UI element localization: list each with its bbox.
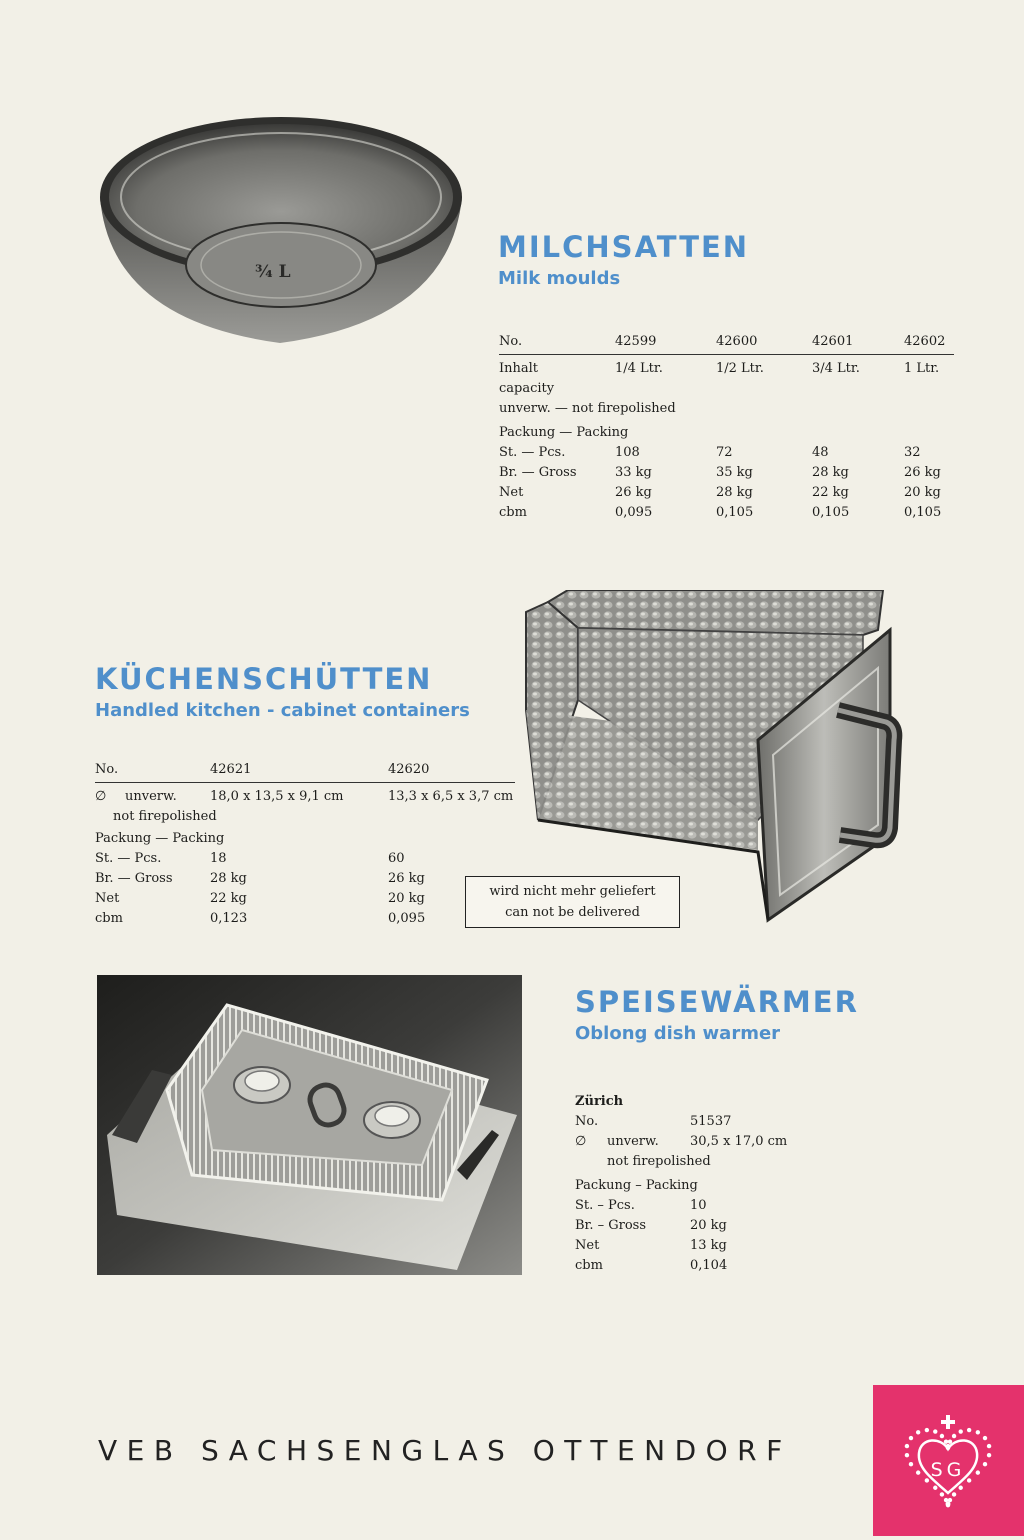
row-label: Net	[95, 891, 120, 906]
logo-dot	[905, 1453, 909, 1457]
spec-row-number	[575, 1114, 835, 1134]
article-number: 42601	[812, 334, 904, 355]
dimension-value: 13,3 x 6,5 x 3,7 cm	[388, 789, 514, 804]
company-name: VEB SACHSENGLAS OTTENDORF	[98, 1434, 792, 1467]
logo-dot	[959, 1429, 963, 1433]
logo-dot	[959, 1486, 963, 1490]
row-value: 22 kg	[210, 891, 247, 906]
capacity-value: 1/2 Ltr.	[716, 361, 764, 376]
row-label: St. — Pcs.	[95, 851, 162, 866]
no-label: No.	[499, 334, 615, 355]
logo-dot	[925, 1478, 929, 1482]
spec-row-number	[95, 762, 515, 783]
logo-dot	[952, 1434, 956, 1438]
row-value: 35 kg	[716, 465, 753, 480]
article-number: 42600	[716, 334, 812, 355]
spec-row	[575, 1258, 835, 1278]
logo-dot	[944, 1498, 948, 1502]
row-value: 0,095	[388, 911, 426, 926]
dimension-value: 30,5 x 17,0 cm	[690, 1134, 788, 1149]
diameter-symbol: ∅	[575, 1134, 587, 1149]
row-value: 32	[904, 445, 921, 460]
capacity-label: capacity	[499, 381, 555, 396]
logo-dot	[967, 1478, 971, 1482]
row-value: 0,105	[812, 505, 850, 520]
discontinued-notice	[465, 876, 680, 928]
logo-dot	[933, 1429, 937, 1433]
logo-text: SG	[930, 1459, 966, 1481]
spec-row	[499, 485, 954, 505]
row-value: 28 kg	[210, 871, 247, 886]
row-label: St. – Pcs.	[575, 1198, 635, 1213]
row-label: cbm	[95, 911, 123, 926]
row-label: Net	[575, 1238, 600, 1253]
logo-dot	[916, 1470, 920, 1474]
spec-row	[575, 1238, 835, 1258]
row-label: Br. — Gross	[499, 465, 577, 480]
row-value: 26 kg	[615, 485, 652, 500]
speisewaermer-title: SPEISEWÄRMER	[575, 985, 859, 1019]
logo-dot	[933, 1486, 937, 1490]
spec-row-capacity	[499, 355, 954, 382]
packung-label: Packung — Packing	[95, 831, 225, 846]
milchsatten-subtitle: Milk moulds	[498, 268, 621, 289]
row-label: St. — Pcs.	[499, 445, 566, 460]
unverw-label: unverw.	[607, 1134, 659, 1149]
logo-dot	[916, 1430, 920, 1434]
notice-line-german: wird nicht mehr geliefert	[489, 884, 656, 899]
row-value: 20 kg	[388, 891, 425, 906]
heart-logo-icon	[873, 1385, 1024, 1536]
logo-dot	[905, 1444, 909, 1448]
spec-row-dimensions	[575, 1134, 835, 1154]
capacity-value: 1 Ltr.	[904, 361, 940, 376]
article-number: 42602	[904, 334, 954, 355]
row-value: 48	[812, 445, 829, 460]
spec-row-number	[499, 334, 954, 355]
unverw-label: unverw.	[125, 789, 177, 804]
row-value: 0,105	[904, 505, 942, 520]
kuechenschuetten-spec-table	[95, 762, 515, 931]
row-value: 33 kg	[615, 465, 652, 480]
logo-dot	[952, 1492, 956, 1496]
sachsenglas-logo	[873, 1385, 1024, 1536]
logo-dot	[987, 1444, 991, 1448]
row-value: 0,105	[716, 505, 754, 520]
logo-dot	[940, 1434, 944, 1438]
no-label: No.	[95, 762, 210, 783]
logo-dot	[940, 1492, 944, 1496]
bowl-capacity-mark: ¾ L	[255, 262, 291, 282]
logo-dot	[983, 1436, 987, 1440]
spec-row	[95, 911, 515, 931]
row-value: 60	[388, 851, 405, 866]
row-value: 22 kg	[812, 485, 849, 500]
milchsatten-title: MILCHSATTEN	[498, 230, 750, 264]
speisewaermer-spec-table	[575, 1094, 835, 1278]
logo-dot	[987, 1453, 991, 1457]
kuechenschuetten-title: KÜCHENSCHÜTTEN	[95, 662, 433, 696]
capacity-value: 1/4 Ltr.	[615, 361, 663, 376]
row-value: 108	[615, 445, 640, 460]
logo-dot	[909, 1436, 913, 1440]
logo-dot	[976, 1470, 980, 1474]
row-label: Br. — Gross	[95, 871, 173, 886]
spec-row	[575, 1198, 835, 1218]
row-value: 10	[690, 1198, 707, 1213]
logo-dot	[948, 1498, 952, 1502]
spec-row	[95, 871, 515, 891]
row-value: 0,095	[615, 505, 653, 520]
logo-dot	[983, 1462, 987, 1466]
kuechenschuetten-subtitle: Handled kitchen - cabinet containers	[95, 700, 470, 721]
article-number: 42599	[615, 334, 716, 355]
logo-dot	[976, 1430, 980, 1434]
spec-row-dimensions	[95, 783, 515, 810]
dish-warmer-photo	[97, 975, 522, 1275]
dimension-value: 18,0 x 13,5 x 9,1 cm	[210, 789, 344, 804]
packung-label: Packung – Packing	[575, 1178, 698, 1193]
row-label: cbm	[575, 1258, 603, 1273]
row-value: 28 kg	[812, 465, 849, 480]
row-value: 20 kg	[904, 485, 941, 500]
unverw-label: unverw. — not firepolished	[499, 401, 676, 416]
article-number: 42620	[388, 762, 515, 783]
article-number: 51537	[690, 1114, 732, 1129]
row-value: 26 kg	[388, 871, 425, 886]
row-value: 18	[210, 851, 227, 866]
capacity-value: 3/4 Ltr.	[812, 361, 860, 376]
not-firepolished-label: not firepolished	[607, 1154, 711, 1169]
row-value: 28 kg	[716, 485, 753, 500]
logo-dot	[967, 1428, 971, 1432]
row-value: 0,104	[690, 1258, 728, 1273]
row-value: 72	[716, 445, 733, 460]
notice-line-english: can not be delivered	[505, 905, 640, 920]
model-name: Zürich	[575, 1094, 624, 1109]
milchsatten-spec-table	[499, 334, 954, 525]
spec-row	[95, 851, 515, 871]
speisewaermer-subtitle: Oblong dish warmer	[575, 1023, 781, 1044]
row-label: cbm	[499, 505, 527, 520]
spec-row	[575, 1218, 835, 1238]
not-firepolished-label: not firepolished	[113, 809, 217, 824]
row-label: Br. – Gross	[575, 1218, 647, 1233]
glass-bowl-image	[90, 105, 470, 355]
row-label: Net	[499, 485, 524, 500]
diameter-symbol: ∅	[95, 789, 107, 804]
no-label: No.	[575, 1114, 599, 1129]
logo-dot	[909, 1462, 913, 1466]
logo-dot	[925, 1428, 929, 1432]
packung-label: Packung — Packing	[499, 425, 629, 440]
row-value: 20 kg	[690, 1218, 727, 1233]
spec-row	[95, 891, 515, 911]
article-number: 42621	[210, 762, 388, 783]
row-value: 26 kg	[904, 465, 941, 480]
logo-dot	[946, 1502, 950, 1506]
row-value: 0,123	[210, 911, 248, 926]
inhalt-label: Inhalt	[499, 361, 539, 376]
row-value: 13 kg	[690, 1238, 727, 1253]
dish-warmer-image	[97, 975, 522, 1275]
spec-row	[499, 505, 954, 525]
spec-row	[499, 445, 954, 465]
spec-row	[499, 465, 954, 485]
